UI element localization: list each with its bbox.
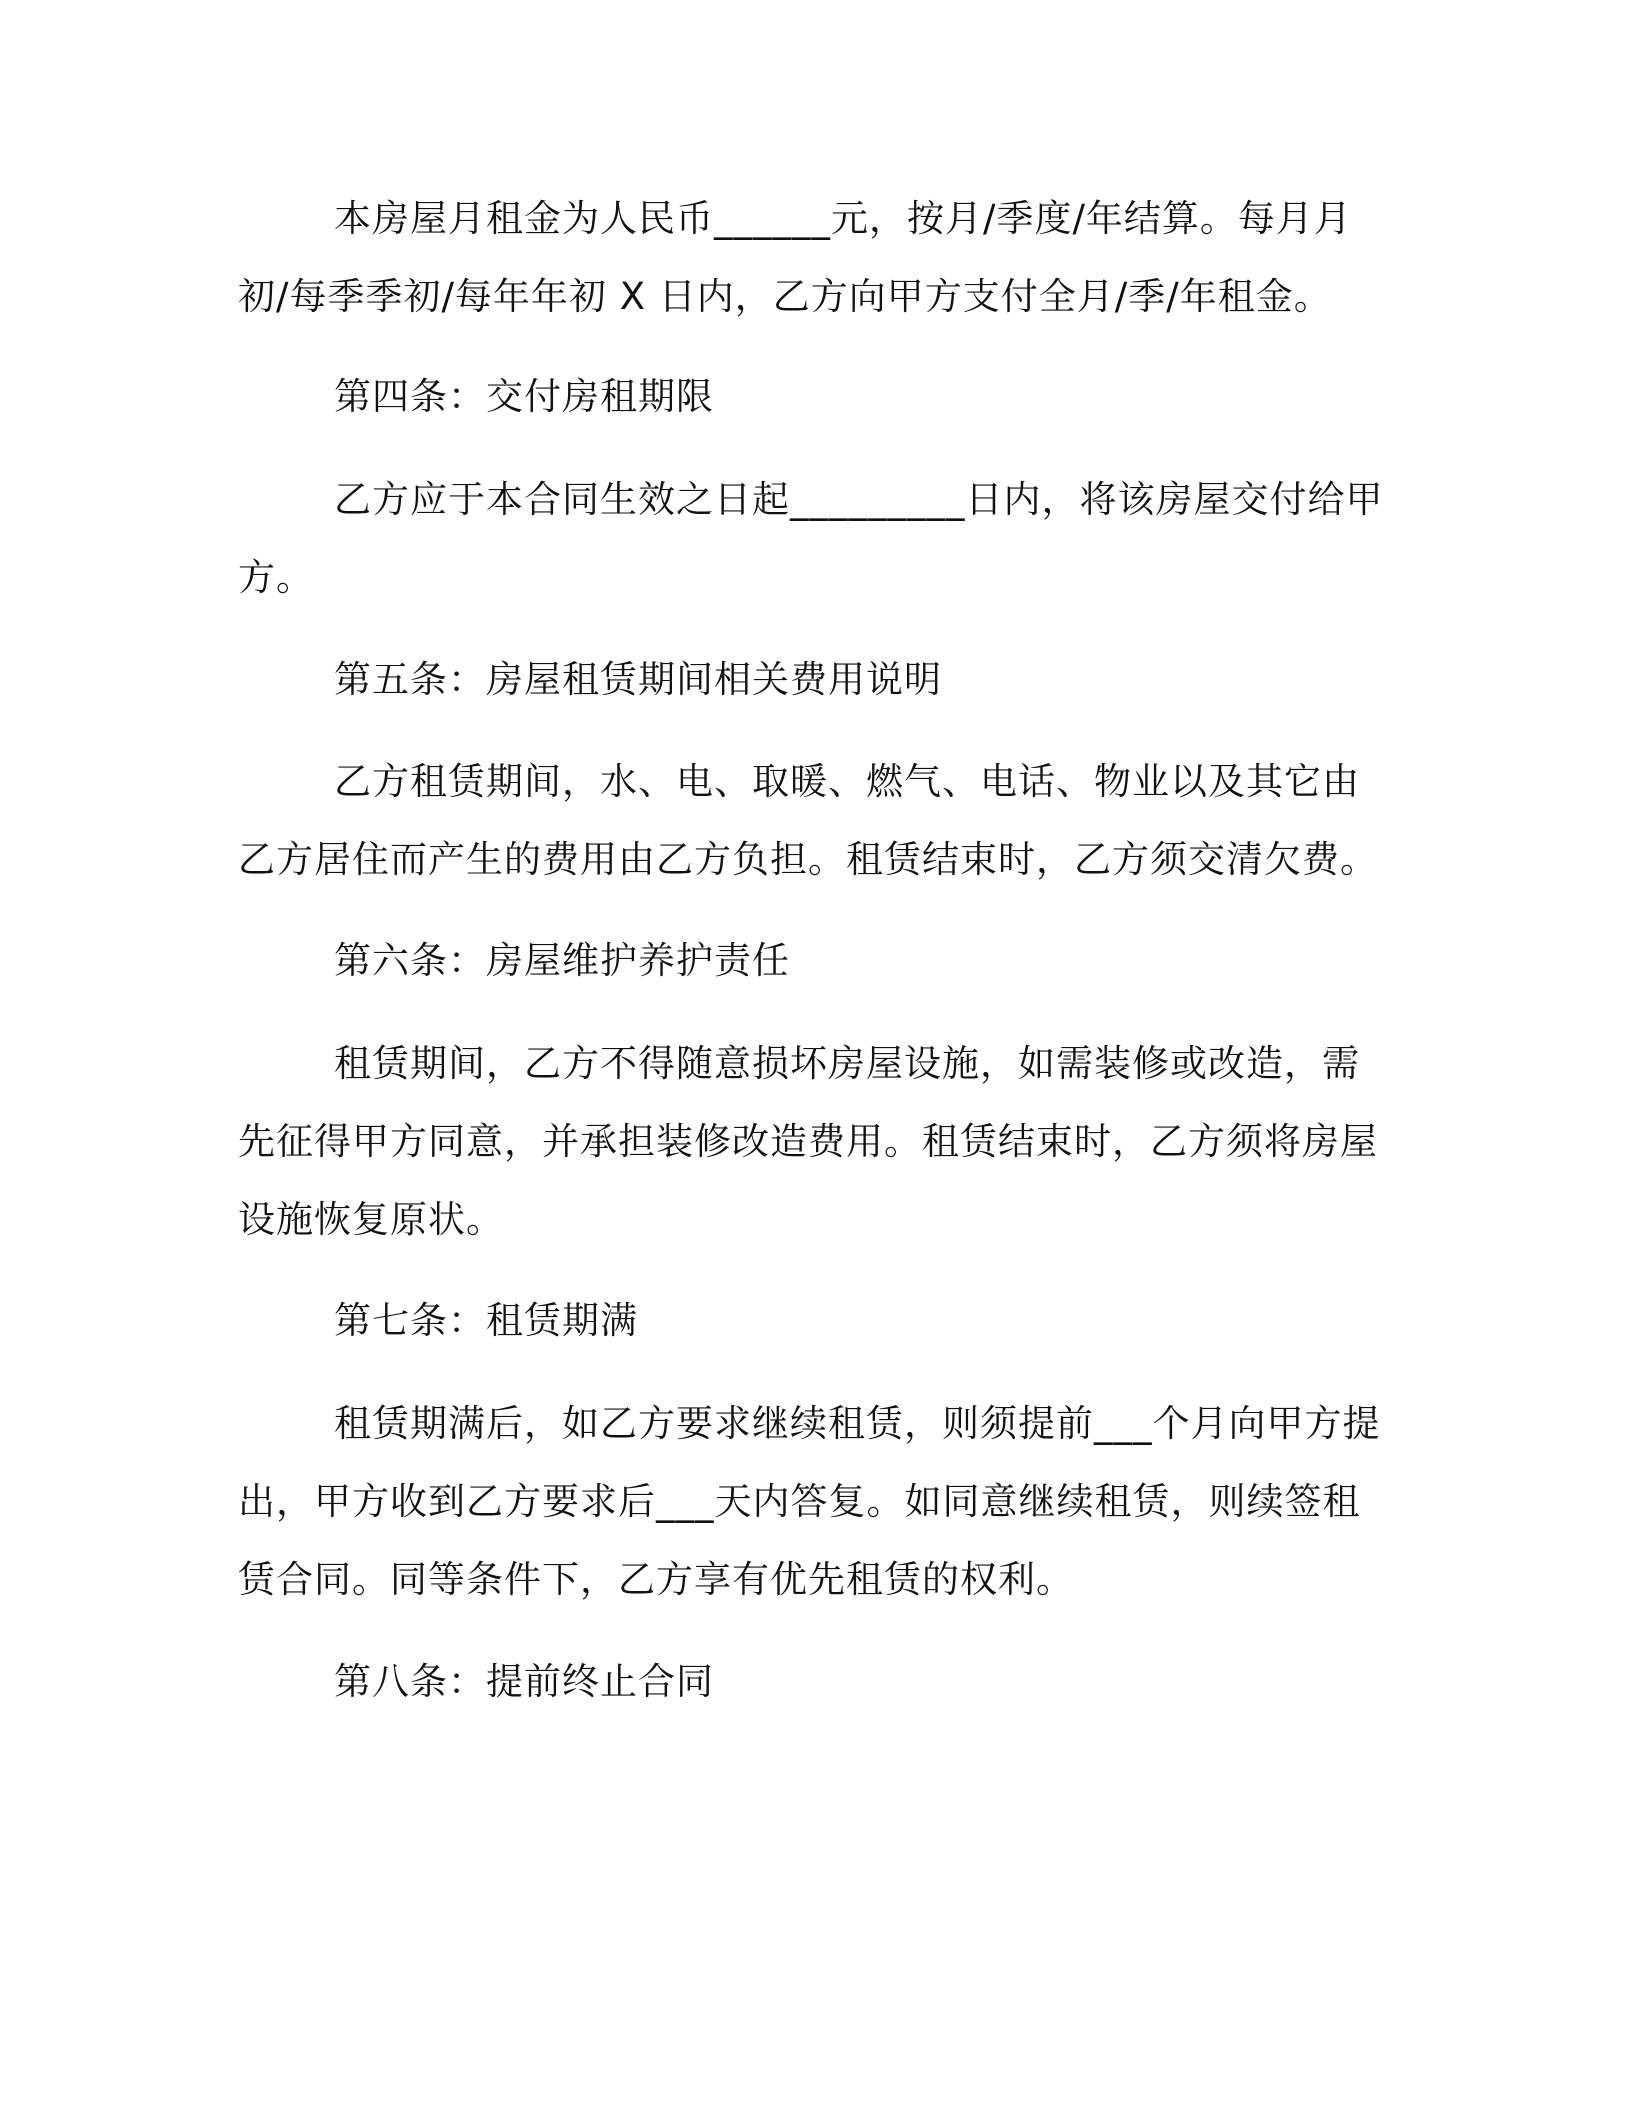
article-4-heading: 第四条：交付房租期限 bbox=[334, 375, 714, 418]
article-4-paragraph: 乙方应于本合同生效之日起_________日内，将该房屋交付给甲方。 bbox=[238, 478, 1384, 599]
article-6-paragraph: 租赁期间，乙方不得随意损坏房屋设施，如需装修或改造，需先征得甲方同意，并承担装修改造费用。租赁结束时，乙方须将房屋设施恢复原状。 bbox=[238, 1042, 1378, 1241]
article-5-heading: 第五条：房屋租赁期间相关费用说明 bbox=[334, 658, 942, 701]
article-7-heading: 第七条：租赁期满 bbox=[334, 1299, 638, 1342]
article-6-heading: 第六条：房屋维护养护责任 bbox=[334, 939, 790, 982]
article-8-heading: 第八条：提前终止合同 bbox=[334, 1660, 714, 1703]
rent-payment-paragraph: 本房屋月租金为人民币______元，按月/季度/年结算。每月月初/每季季初/每年年初 X 日内，乙方向甲方支付全月/季/年租金。 bbox=[238, 197, 1352, 318]
article-7-paragraph: 租赁期满后，如乙方要求继续租赁，则须提前___个月向甲方提出，甲方收到乙方要求后___天内答复。如同意继续租赁，则续签租赁合同。同等条件下，乙方享有优先租赁的权利。 bbox=[238, 1402, 1381, 1601]
article-5-paragraph: 乙方租赁期间，水、电、取暖、燃气、电话、物业以及其它由乙方居住而产生的费用由乙方负担。租赁结束时，乙方须交清欠费。 bbox=[238, 760, 1378, 881]
